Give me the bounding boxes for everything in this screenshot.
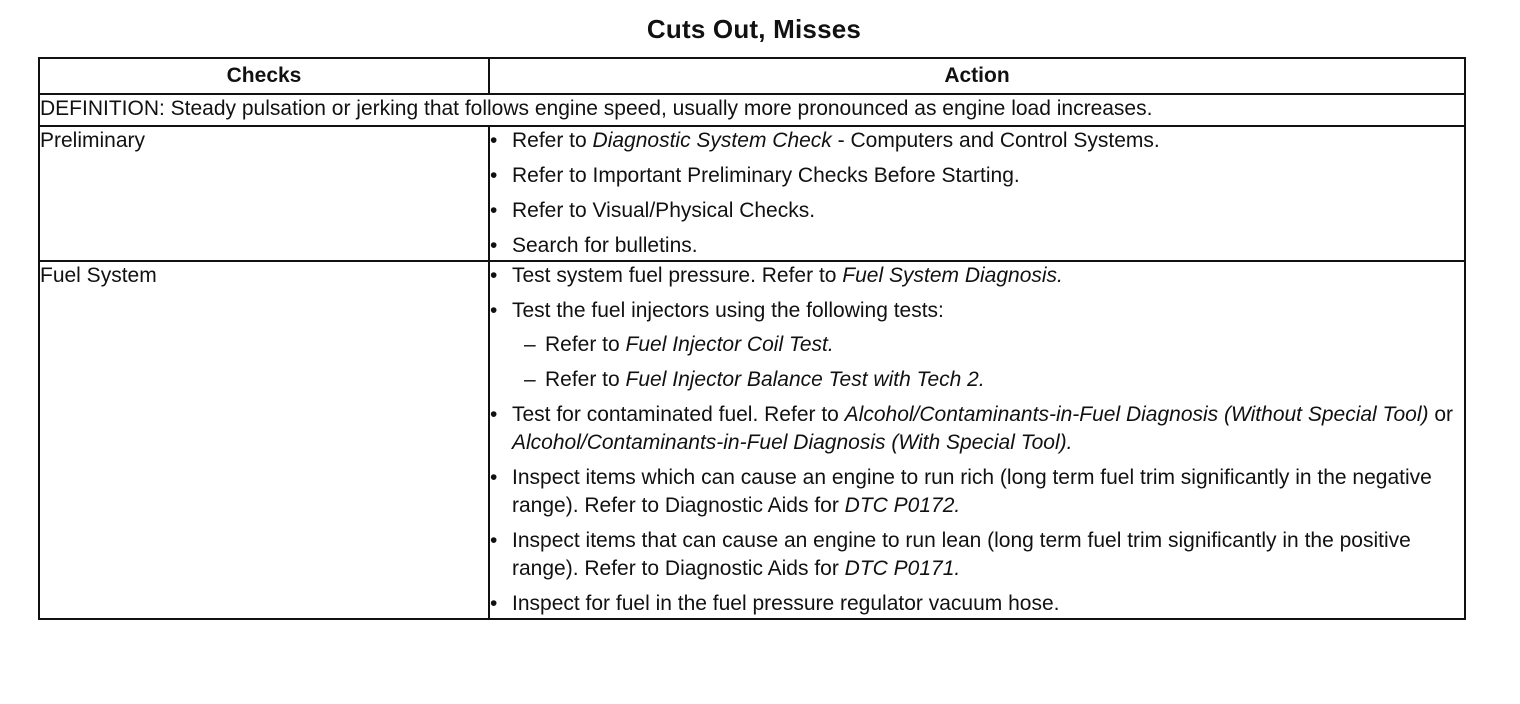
action-italic: Alcohol/Contaminants-in-Fuel Diagnosis (Without Special Tool) [844, 403, 1429, 426]
dash-icon: – [524, 333, 536, 356]
dash-icon: – [524, 368, 536, 391]
diagnosis-table [38, 57, 1466, 620]
bullet-icon: • [490, 199, 498, 222]
definition-row [39, 94, 1465, 126]
list-item [490, 590, 1464, 618]
action-text: Test system fuel pressure. Refer to [512, 264, 843, 287]
list-item [490, 401, 1464, 457]
action-italic: Fuel Injector Coil Test. [625, 333, 834, 356]
list-item [490, 162, 1464, 190]
action-text: or [1428, 403, 1453, 426]
action-list [490, 262, 1464, 618]
action-text: Refer to [545, 333, 626, 356]
action-text: Inspect items which can cause an engine to run rich (long term fuel trim significantly in the negative range). Refer to Diagnostic Aids for [512, 466, 1432, 517]
action-italic: DTC P0172. [844, 494, 961, 517]
action-cell [489, 126, 1465, 261]
list-item [490, 232, 1464, 260]
bullet-icon: • [490, 403, 498, 426]
bullet-icon: • [490, 299, 498, 322]
bullet-icon: • [490, 264, 498, 287]
table-row [39, 261, 1465, 619]
page-title: Cuts Out, Misses [646, 14, 862, 44]
action-italic: Alcohol/Contaminants-in-Fuel Diagnosis (With Special Tool). [512, 431, 1073, 454]
action-text: Refer to [512, 129, 593, 152]
table-row [39, 126, 1465, 261]
action-text: Refer to Visual/Physical Checks. [512, 199, 816, 222]
list-item [490, 262, 1464, 290]
action-text: Inspect for fuel in the fuel pressure regulator vacuum hose. [512, 592, 1060, 615]
bullet-icon: • [490, 234, 498, 257]
bullet-icon: • [490, 129, 498, 152]
action-text: Test the fuel injectors using the following tests: [512, 299, 944, 322]
sub-list [512, 331, 1464, 394]
list-item [490, 297, 1464, 394]
check-label: Preliminary [39, 126, 489, 261]
sub-list-item [512, 331, 1464, 359]
action-text: Search for bulletins. [512, 234, 698, 257]
action-italic: Fuel Injector Balance Test with Tech 2. [625, 368, 985, 391]
list-item [490, 527, 1464, 583]
definition-text: DEFINITION: Steady pulsation or jerking that follows engine speed, usually more pronounced as engine load increases. [39, 94, 1465, 126]
action-italic: Diagnostic System Check [592, 129, 832, 152]
sub-list-item [512, 366, 1464, 394]
list-item [490, 197, 1464, 225]
bullet-icon: • [490, 164, 498, 187]
list-item [490, 464, 1464, 520]
action-text: Refer to Important Preliminary Checks Before Starting. [512, 164, 1020, 187]
action-italic: Fuel System Diagnosis. [842, 264, 1063, 287]
bullet-icon: • [490, 529, 498, 552]
action-text: Inspect items that can cause an engine to run lean (long term fuel trim significantly in the positive range). Refer to Diagnostic Aids for [512, 529, 1411, 580]
list-item [490, 127, 1464, 155]
action-list [490, 127, 1464, 260]
checks-header: Checks [39, 58, 489, 94]
bullet-icon: • [490, 466, 498, 489]
header-row [39, 58, 1465, 94]
action-italic: DTC P0171. [844, 557, 961, 580]
action-text: Test for contaminated fuel. Refer to [512, 403, 845, 426]
action-header: Action [489, 58, 1465, 94]
action-cell [489, 261, 1465, 619]
check-label: Fuel System [39, 261, 489, 619]
bullet-icon: • [490, 592, 498, 615]
action-text: - Computers and Control Systems. [831, 129, 1160, 152]
action-text: Refer to [545, 368, 626, 391]
